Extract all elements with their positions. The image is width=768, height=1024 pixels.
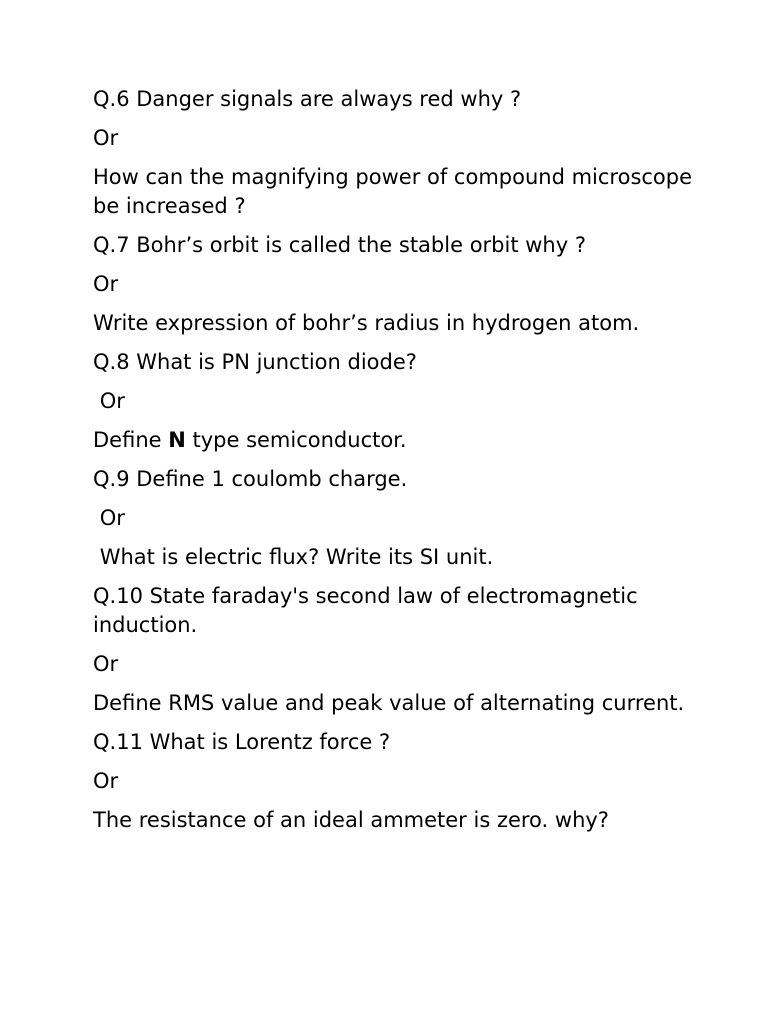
text-segment: Define: [93, 428, 169, 452]
or-separator: Or: [93, 506, 125, 530]
question-9: Q.9 Define 1 coulomb charge.: [93, 467, 408, 491]
question-6: Q.6 Danger signals are always red why ?: [93, 87, 522, 111]
or-separator: Or: [93, 769, 119, 793]
question-11-alternative: The resistance of an ideal ammeter is zero. why?: [93, 808, 609, 832]
question-6-alternative: How can the magnifying power of compound microscope be increased ?: [93, 165, 699, 218]
text-segment: type semiconductor.: [185, 428, 407, 452]
question-10: Q.10 State faraday's second law of electromagnetic induction.: [93, 584, 645, 637]
or-separator: Or: [93, 389, 125, 413]
question-8-alternative: [93, 426, 693, 455]
question-7: Q.7 Bohr’s orbit is called the stable orbit why ?: [93, 233, 586, 257]
question-10-alternative: Define RMS value and peak value of alternating current.: [93, 691, 685, 715]
or-separator: Or: [93, 126, 119, 150]
question-sheet: [93, 85, 699, 845]
or-separator: Or: [93, 652, 119, 676]
bold-term: N: [168, 428, 186, 452]
or-separator: Or: [93, 272, 119, 296]
question-9-alternative: What is electric flux? Write its SI unit.: [93, 545, 494, 569]
question-8: Q.8 What is PN junction diode?: [93, 350, 417, 374]
question-11: Q.11 What is Lorentz force ?: [93, 730, 391, 754]
question-7-alternative: Write expression of bohr’s radius in hydrogen atom.: [93, 311, 640, 335]
